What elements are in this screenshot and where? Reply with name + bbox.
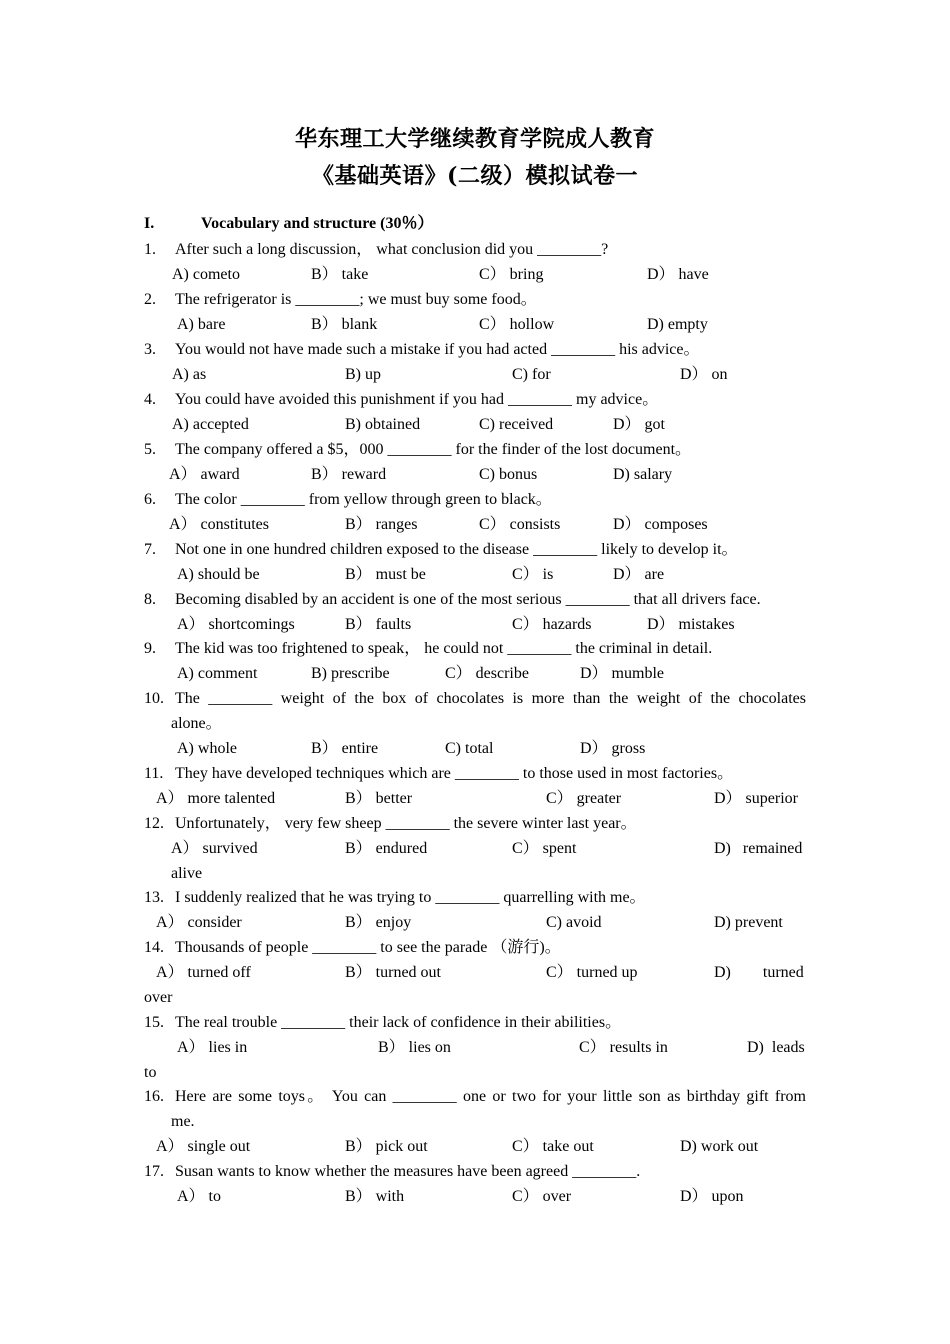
option-c: C） results in (579, 1039, 668, 1056)
question-stem: After such a long discussion， what conclusion did you ________? (175, 241, 609, 258)
option-d: D) remained (714, 840, 803, 857)
question-number: 1. (144, 241, 156, 258)
question-stem-continuation: alone。 (171, 715, 222, 732)
option-d: D） mistakes (647, 616, 735, 633)
option-continuation: over (144, 989, 173, 1006)
option-b: B） blank (311, 316, 378, 333)
option-d: D） superior (714, 790, 798, 807)
option-a: A） lies in (177, 1039, 248, 1056)
question-stem: Not one in one hundred children exposed to the disease ________ likely to develop it。 (175, 541, 738, 558)
option-a: A） shortcomings (177, 616, 295, 633)
option-c: C) bonus (479, 466, 538, 483)
question-number: 16. (144, 1088, 164, 1105)
option-a: A) comment (177, 665, 258, 682)
option-b: B） with (345, 1188, 405, 1205)
option-a: A) accepted (172, 416, 249, 433)
option-d: D) turned (714, 964, 804, 981)
option-c: C） hazards (512, 616, 592, 633)
option-b: B） endured (345, 840, 428, 857)
question-number: 17. (144, 1163, 164, 1180)
option-d: D） have (647, 266, 709, 283)
question-stem: I suddenly realized that he was trying to ________ quarrelling with me。 (175, 889, 646, 906)
option-a: A） single out (156, 1138, 251, 1155)
option-d: D) work out (680, 1138, 759, 1155)
page-subtitle: 《基础英语》(二级）模拟试卷一 (312, 163, 638, 189)
question-stem-continuation: me. (171, 1113, 195, 1130)
option-b: B） turned out (345, 964, 441, 981)
option-c: C） bring (479, 266, 544, 283)
option-d: D) salary (613, 466, 673, 483)
option-d: D） are (613, 566, 665, 583)
question-stem: The ________ weight of the box of chocolates is more than the weight of the chocolates (175, 690, 806, 707)
question-number: 6. (144, 491, 156, 508)
option-b: B） enjoy (345, 914, 412, 931)
question-number: 7. (144, 541, 156, 558)
option-b: B） faults (345, 616, 412, 633)
option-c: C) avoid (546, 914, 602, 931)
question-number: 3. (144, 341, 156, 358)
option-a: A） award (169, 466, 240, 483)
question-number: 14. (144, 939, 164, 956)
option-d: D） got (613, 416, 666, 433)
option-c: C） is (512, 566, 554, 583)
option-b: B） take (311, 266, 369, 283)
option-c: C） spent (512, 840, 577, 857)
option-a: A） survived (171, 840, 258, 857)
question-stem: You could have avoided this punishment if you had ________ my advice。 (175, 391, 659, 408)
option-d: D) prevent (714, 914, 783, 931)
option-b: B） ranges (345, 516, 418, 533)
question-number: 13. (144, 889, 164, 906)
question-number: 12. (144, 815, 164, 832)
question-stem: The company offered a $5，000 ________ for the finder of the lost document。 (175, 441, 692, 458)
option-continuation: to (144, 1064, 157, 1081)
option-a: A) cometo (172, 266, 240, 283)
question-stem: Becoming disabled by an accident is one of the most serious ________ that all drivers face. (175, 591, 761, 608)
option-d: D） gross (580, 740, 646, 757)
question-stem: They have developed techniques which are ________ to those used in most factories。 (175, 765, 734, 782)
section-number: I. (144, 215, 155, 232)
option-a: A） more talented (156, 790, 276, 807)
question-stem: Here are some toys。 You can ________ one or two for your little son as birthday gift from (175, 1088, 806, 1105)
option-c: C) received (479, 416, 554, 433)
question-stem: The kid was too frightened to speak， he could not ________ the criminal in detail. (175, 640, 713, 657)
question-stem: The real trouble ________ their lack of confidence in their abilities。 (175, 1014, 622, 1031)
option-c: C） describe (445, 665, 529, 682)
option-d: D) leads (747, 1039, 805, 1056)
option-b: B） must be (345, 566, 426, 583)
question-stem: Unfortunately， very few sheep ________ the severe winter last year。 (175, 815, 637, 832)
option-d: D) empty (647, 316, 708, 333)
option-a: A） constitutes (169, 516, 269, 533)
question-stem: The refrigerator is ________; we must buy some food。 (175, 291, 537, 308)
question-number: 8. (144, 591, 156, 608)
question-number: 4. (144, 391, 156, 408)
option-b: B） better (345, 790, 413, 807)
option-b: B） lies on (378, 1039, 451, 1056)
section-title: Vocabulary and structure (30％） (201, 215, 434, 232)
option-d: D） mumble (580, 665, 664, 682)
question-stem: The color ________ from yellow through green to black。 (175, 491, 552, 508)
option-b: B） entire (311, 740, 379, 757)
option-b: B) obtained (345, 416, 421, 433)
option-a: A) whole (177, 740, 237, 757)
option-c: C） hollow (479, 316, 555, 333)
question-number: 2. (144, 291, 156, 308)
option-continuation: alive (171, 865, 203, 882)
option-b: B) prescribe (311, 665, 390, 682)
question-stem: Susan wants to know whether the measures have been agreed ________. (175, 1163, 641, 1180)
option-d: D） composes (613, 516, 708, 533)
option-a: A） consider (156, 914, 242, 931)
page-title: 华东理工大学继续教育学院成人教育 (294, 126, 655, 152)
option-a: A） turned off (156, 964, 251, 981)
question-number: 5. (144, 441, 156, 458)
option-c: C） greater (546, 790, 622, 807)
question-number: 9. (144, 640, 156, 657)
option-a: A） to (177, 1188, 222, 1205)
option-c: C） take out (512, 1138, 594, 1155)
option-c: C） over (512, 1188, 572, 1205)
option-d: D） on (680, 366, 728, 383)
option-c: C） turned up (546, 964, 638, 981)
option-a: A) should be (177, 566, 260, 583)
option-a: A) as (172, 366, 207, 383)
option-c: C) for (512, 366, 551, 383)
option-c: C） consists (479, 516, 561, 533)
option-b: B） pick out (345, 1138, 428, 1155)
option-a: A) bare (177, 316, 226, 333)
option-c: C) total (445, 740, 494, 757)
question-number: 10. (144, 690, 164, 707)
question-number: 15. (144, 1014, 164, 1031)
question-stem: Thousands of people ________ to see the parade （游行)。 (175, 939, 561, 956)
option-b: B) up (345, 366, 381, 383)
question-stem: You would not have made such a mistake if you had acted ________ his advice。 (175, 341, 700, 358)
question-number: 11. (144, 765, 164, 782)
option-d: D） upon (680, 1188, 744, 1205)
option-b: B） reward (311, 466, 387, 483)
